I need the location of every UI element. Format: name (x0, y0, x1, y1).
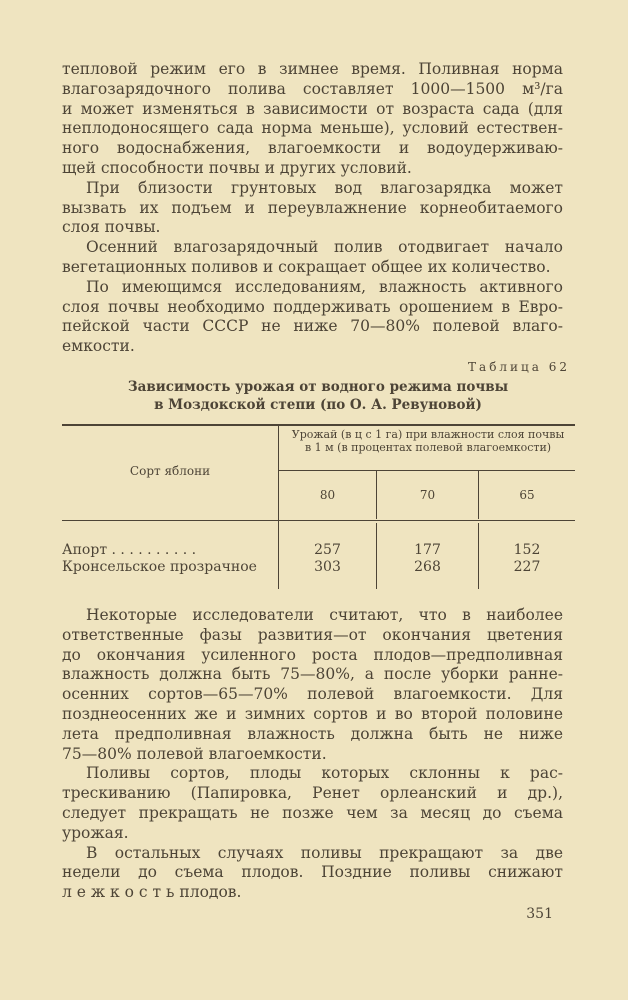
row-value: 227 (513, 559, 541, 575)
text-line: емкости. (62, 337, 135, 356)
text-line: Поливы сортов, плоды которых склонны к рас- (86, 764, 563, 783)
header-yield-group: Урожай (в ц с 1 га) при влажности слоя почвы в 1 м (в процентах полевой влагоемкости) (291, 428, 565, 454)
text-line: ного водоснабжения, влагоемкости и водоудерживаю- (62, 139, 563, 158)
table-title (62, 378, 574, 414)
row-value: 177 (414, 542, 441, 558)
table-header-rule (62, 520, 575, 521)
text-line: Осенний влагозарядочный полив отодвигает начало (86, 238, 563, 257)
table-number: Таблица 62 (468, 360, 570, 374)
row-value: 303 (314, 559, 341, 575)
table-group-rule (279, 470, 575, 471)
text-line: вегетационных поливов и сокращает общее их количество. (62, 257, 551, 276)
text-line: слоя почвы необходимо поддерживать орошением в Евро- (62, 297, 563, 316)
text-line: до окончания усиленного роста плодов—предполивная (62, 645, 563, 664)
text-line: следует прекращать не позже чем за месяц до съема (62, 803, 563, 822)
header-moisture-70: 70 (419, 488, 436, 502)
text-line: трескиванию (Папировка, Ренет орлеанский и др.), (62, 784, 563, 803)
text-line: влагозарядочного полива составляет 1000—1500 м³/га (62, 79, 563, 98)
text-line: слоя почвы. (62, 218, 161, 237)
table-top-rule (62, 424, 575, 426)
header-variety: Сорт яблони (129, 464, 211, 478)
paragraph (62, 238, 563, 278)
bottom-text-block (62, 606, 563, 903)
top-text-block (62, 60, 563, 357)
row-value: 268 (414, 559, 441, 575)
text-line: влажность должна быть 75—80%, а после уборки ранне- (62, 665, 563, 684)
text-line: По имеющимся исследованиям, влажность активного (86, 277, 563, 296)
text-line: неплодоносящего сада норма меньше), условий естествен- (62, 119, 563, 138)
paragraph (62, 606, 563, 764)
text-line: В остальных случаях поливы прекращают за две (86, 843, 563, 862)
text-line: При близости грунтовых вод влагозарядка может (86, 178, 563, 197)
paragraph (62, 60, 563, 179)
paragraph (62, 179, 563, 238)
header-moisture-65: 65 (519, 488, 535, 502)
text-line: и может изменяться в зависимости от возраста сада (для (62, 99, 563, 118)
text-line: ответственные фазы развития—от окончания цветения (62, 625, 563, 644)
row-value: 152 (513, 542, 541, 558)
paragraph (62, 844, 563, 903)
paragraph (62, 278, 563, 357)
text-line: позднеосенних же и зимних сортов и во второй половине (62, 704, 563, 723)
row-variety-name: Кронсельское прозрачное (62, 559, 257, 575)
page-number: 351 (526, 906, 553, 922)
text-line: тепловой режим его в зимнее время. Поливная норма (62, 60, 563, 78)
text-line: щей способности почвы и других условий. (62, 158, 412, 177)
text-line: вызвать их подъем и переувлажнение корнеобитаемого (62, 198, 563, 217)
text-line: осенних сортов—65—70% полевой влагоемкости. Для (62, 685, 563, 704)
table-title-line: Зависимость урожая от водного режима почвы (127, 379, 509, 395)
text-line: 75—80% полевой влагоемкости. (62, 744, 327, 763)
paragraph (62, 764, 563, 843)
row-variety-name: Апорт . . . . . . . . . . (62, 542, 197, 558)
text-line: л е ж к о с т ь плодов. (62, 883, 242, 902)
header-moisture-80: 80 (319, 488, 336, 502)
text-line: лета предполивная влажность должна быть не ниже (62, 724, 563, 743)
text-line: пейской части СССР не ниже 70—80% полевой влаго- (62, 317, 563, 336)
text-line: урожая. (62, 823, 129, 842)
text-line: недели до съема плодов. Поздние поливы снижают (62, 863, 563, 882)
text-line: Некоторые исследователи считают, что в наиболее (86, 606, 563, 624)
table-title-line: в Моздокской степи (по О. А. Ревуновой) (154, 397, 482, 413)
yield-table (62, 424, 575, 589)
row-value: 257 (314, 542, 341, 558)
